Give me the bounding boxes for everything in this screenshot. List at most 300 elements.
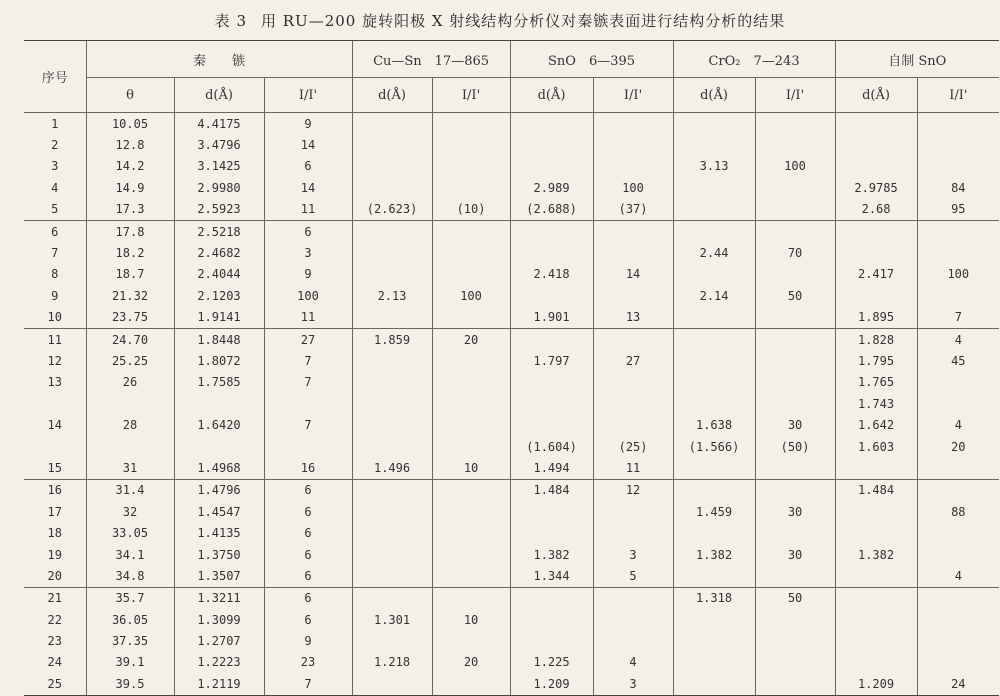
qin-d-cell: 2.4044 [174,264,264,285]
self-ii-cell [917,544,999,565]
sno-d-cell [510,522,593,543]
cusn-ii-cell [432,501,510,522]
table-row [24,522,999,543]
cusn-ii-cell: 10 [432,457,510,479]
self-ii-cell [917,285,999,306]
self-ii-cell: 7 [917,307,999,329]
seq-cell: 16 [24,479,86,501]
header-row-columns [24,78,999,113]
cro2-d-cell: 3.13 [673,156,755,177]
sno-d-cell [510,113,593,135]
self-d-cell [835,522,917,543]
cusn-d-cell [352,242,432,263]
cro2-d-cell [673,609,755,630]
seq-cell: 17 [47,504,62,519]
sno-ii-cell: 13 [593,307,673,329]
seq-cell: 3 [51,159,59,174]
theta-cell: 34.8 [86,565,174,587]
seq-cell: 10 [47,310,62,325]
cusn-d-cell: 1.496 [352,457,432,479]
self-d-cell [835,134,917,155]
self-ii-cell [917,587,999,609]
table-row [24,220,999,242]
self-d-cell: 1.765 [835,372,917,393]
table-row [24,479,999,501]
qin-d-cell: 1.2119 [174,673,264,695]
cro2-d-cell: 1.459 [673,501,755,522]
cro2-ii-cell [755,479,835,501]
cusn-d-cell [352,501,432,522]
seq-cell: 12 [47,353,62,368]
self-ii-cell [917,479,999,501]
cusn-ii-cell [432,544,510,565]
cro2-d-cell [673,177,755,198]
seq-cell: 9 [51,288,59,303]
table-row [24,457,999,479]
cro2-d-cell: (1.566) [673,436,755,457]
sno-d-cell [510,372,593,393]
cro2-ii-cell [755,134,835,155]
theta-cell: 32 [86,501,174,522]
col-sno-ii-header: I/I' [593,78,673,113]
qin-d-cell [174,393,264,414]
seq-cell: 4 [51,180,59,195]
self-ii-cell: 24 [917,673,999,695]
seq-cell: 25 [24,673,86,695]
self-ii-cell [917,630,999,651]
theta-cell: 37.35 [86,630,174,651]
self-ii-cell [917,113,999,135]
seq-cell: 19 [47,547,62,562]
seq-cell [24,436,86,457]
sno-d-cell: 1.797 [510,350,593,371]
cusn-ii-cell [432,673,510,695]
sno-d-cell: 2.989 [510,177,593,198]
qin-ii-cell: 14 [264,177,352,198]
cusn-d-cell [352,630,432,651]
self-d-cell [835,113,917,135]
sno-ii-cell [593,609,673,630]
cusn-ii-cell [432,264,510,285]
theta-cell: 36.05 [86,609,174,630]
qin-ii-cell: 11 [264,199,352,221]
qin-d-cell: 1.8072 [174,350,264,371]
cusn-d-cell [352,436,432,457]
sno-d-cell: 1.494 [510,457,593,479]
sno-ii-cell [593,393,673,414]
qin-ii-cell: 23 [264,652,352,673]
qin-d-cell: 2.4682 [174,242,264,263]
sno-d-cell [510,414,593,435]
self-d-cell [835,457,917,479]
cro2-ii-cell [755,565,835,587]
cusn-ii-cell: (10) [432,199,510,221]
cro2-ii-cell: 50 [755,285,835,306]
sno-ii-cell: 3 [593,673,673,695]
sno-d-cell: (1.604) [510,436,593,457]
sno-d-cell [510,156,593,177]
table-row [24,177,999,198]
cusn-d-cell: 1.218 [352,652,432,673]
cusn-ii-cell [432,522,510,543]
sno-ii-cell [593,113,673,135]
qin-d-cell: 2.5923 [174,199,264,221]
cusn-d-cell: 2.13 [352,285,432,306]
qin-d-cell: 1.2707 [174,630,264,651]
col-group-cro2: CrO₂ 7—243 [673,41,835,78]
cro2-ii-cell [755,328,835,350]
sno-d-cell [510,587,593,609]
self-ii-cell [917,652,999,673]
cusn-d-cell [352,113,432,135]
qin-ii-cell: 9 [264,264,352,285]
cusn-d-cell [352,372,432,393]
cro2-d-cell [673,134,755,155]
self-ii-cell [917,393,999,414]
self-ii-cell [917,156,999,177]
table-title: 用 RU—200 旋转阳极 X 射线结构分析仪对秦镞表面进行结构分析的结果 [260,12,786,30]
seq-cell: 7 [51,246,59,261]
sno-ii-cell: 14 [593,264,673,285]
table-row [24,350,999,371]
self-d-cell: 2.68 [835,199,917,221]
qin-d-cell: 1.3750 [174,544,264,565]
sno-d-cell: 1.901 [510,307,593,329]
seq-cell: 24 [47,655,62,670]
sno-ii-cell [593,587,673,609]
cusn-d-cell [352,393,432,414]
sno-ii-cell: 5 [593,565,673,587]
cusn-ii-cell [432,134,510,155]
seq-cell: 18 [47,526,62,541]
cro2-d-cell [673,457,755,479]
sno-ii-cell: 4 [593,652,673,673]
qin-ii-cell: 6 [264,565,352,587]
theta-cell: 35.7 [86,587,174,609]
qin-ii-cell: 100 [264,285,352,306]
cusn-d-cell [352,134,432,155]
qin-ii-cell: 6 [264,479,352,501]
theta-cell: 33.05 [86,522,174,543]
qin-d-cell: 2.9980 [174,177,264,198]
header-row-groups [24,41,999,78]
cro2-ii-cell [755,264,835,285]
cro2-d-cell [673,522,755,543]
qin-d-cell: 1.3507 [174,565,264,587]
sno-d-cell: 2.418 [510,264,593,285]
self-d-cell: 1.895 [835,307,917,329]
qin-ii-cell [264,436,352,457]
col-self-ii-header: I/I' [917,78,999,113]
cro2-d-cell: 2.44 [673,242,755,263]
cro2-ii-cell [755,220,835,242]
self-d-cell [835,220,917,242]
seq-cell: 13 [47,375,62,390]
sno-d-cell: 1.225 [510,652,593,673]
table-row [24,307,999,329]
self-d-cell [835,156,917,177]
cusn-ii-cell [432,113,510,135]
cusn-d-cell [352,587,432,609]
cro2-d-cell [673,479,755,501]
self-ii-cell: 4 [917,328,999,350]
theta-cell: 17.3 [86,199,174,221]
table-row [24,544,999,565]
cro2-ii-cell: 30 [755,501,835,522]
cusn-ii-cell [432,220,510,242]
self-d-cell: 1.209 [835,673,917,695]
cusn-d-cell [352,479,432,501]
cro2-ii-cell [755,199,835,221]
cro2-ii-cell: (50) [755,436,835,457]
self-ii-cell: 20 [917,436,999,457]
self-ii-cell [917,457,999,479]
cro2-d-cell [673,350,755,371]
sno-d-cell [510,134,593,155]
sno-ii-cell: 100 [593,177,673,198]
cro2-ii-cell: 70 [755,242,835,263]
table-row [24,134,999,155]
sno-ii-cell [593,414,673,435]
cro2-ii-cell [755,372,835,393]
sno-ii-cell: (25) [593,436,673,457]
cusn-ii-cell [432,414,510,435]
self-ii-cell [917,372,999,393]
self-d-cell: 1.642 [835,414,917,435]
theta-cell: 14.9 [86,177,174,198]
cusn-ii-cell: 10 [432,609,510,630]
cro2-d-cell [673,220,755,242]
sno-ii-cell: 11 [593,457,673,479]
table-row [24,436,999,457]
table-row [24,156,999,177]
sno-d-cell: (2.688) [510,199,593,221]
cusn-ii-cell [432,565,510,587]
sno-d-cell: 1.484 [510,479,593,501]
cro2-d-cell: 1.638 [673,414,755,435]
cro2-d-cell [673,328,755,350]
qin-ii-cell: 7 [264,414,352,435]
sno-d-cell [510,220,593,242]
self-ii-cell [917,134,999,155]
sno-d-cell [510,285,593,306]
cro2-ii-cell [755,113,835,135]
theta-cell: 10.05 [86,113,174,135]
table-row [24,414,999,435]
sno-d-cell: 1.344 [510,565,593,587]
self-d-cell: 1.795 [835,350,917,371]
cro2-d-cell: 1.382 [673,544,755,565]
table-row [24,501,999,522]
self-d-cell [835,630,917,651]
theta-cell: 18.2 [86,242,174,263]
qin-ii-cell: 16 [264,457,352,479]
cusn-ii-cell [432,372,510,393]
theta-cell: 28 [86,414,174,435]
theta-cell: 26 [86,372,174,393]
cro2-ii-cell: 30 [755,544,835,565]
theta-cell: 23.75 [86,307,174,329]
theta-cell: 31 [86,457,174,479]
cusn-ii-cell [432,587,510,609]
cusn-d-cell: 1.301 [352,609,432,630]
col-cro2-ii-header: I/I' [755,78,835,113]
sno-d-cell [510,393,593,414]
seq-cell: 15 [47,460,62,475]
self-d-cell: 1.743 [835,393,917,414]
self-d-cell [835,587,917,609]
cusn-d-cell: (2.623) [352,199,432,221]
cusn-ii-cell [432,350,510,371]
cro2-ii-cell [755,457,835,479]
table-row [24,328,999,350]
col-group-qin: 秦 镞 [86,41,352,78]
cusn-d-cell [352,673,432,695]
qin-d-cell: 3.4796 [174,134,264,155]
seq-cell: 21 [24,587,86,609]
sno-ii-cell: (37) [593,199,673,221]
cusn-d-cell [352,544,432,565]
cro2-d-cell [673,565,755,587]
cusn-ii-cell [432,307,510,329]
cusn-ii-cell [432,393,510,414]
col-qin-d-header: d(Å) [174,78,264,113]
self-d-cell: 2.9785 [835,177,917,198]
sno-ii-cell [593,242,673,263]
qin-ii-cell [264,393,352,414]
cro2-d-cell [673,264,755,285]
self-ii-cell [917,220,999,242]
self-d-cell: 1.603 [835,436,917,457]
sno-ii-cell [593,372,673,393]
table-row [24,372,999,393]
sno-ii-cell [593,501,673,522]
seq-cell [24,393,86,414]
self-d-cell [835,242,917,263]
theta-cell: 24.70 [86,328,174,350]
sno-ii-cell: 3 [593,544,673,565]
sno-ii-cell: 27 [593,350,673,371]
col-group-sno: SnO 6—395 [510,41,673,78]
cusn-ii-cell [432,242,510,263]
cro2-ii-cell [755,350,835,371]
cusn-d-cell [352,350,432,371]
table-row [24,673,999,695]
table-row [24,113,999,135]
sno-ii-cell [593,630,673,651]
qin-d-cell: 1.3099 [174,609,264,630]
cro2-ii-cell [755,673,835,695]
self-ii-cell: 45 [917,350,999,371]
col-seq-header: 序号 [24,41,86,113]
qin-ii-cell: 11 [264,307,352,329]
qin-ii-cell: 9 [264,113,352,135]
table-row [24,242,999,263]
table-row [24,393,999,414]
sno-ii-cell [593,156,673,177]
theta-cell: 21.32 [86,285,174,306]
qin-ii-cell: 6 [264,522,352,543]
qin-d-cell: 1.4547 [174,501,264,522]
table-row [24,630,999,651]
seq-cell: 22 [47,612,62,627]
col-cusn-d-header: d(Å) [352,78,432,113]
cusn-ii-cell [432,436,510,457]
self-ii-cell: 4 [917,414,999,435]
theta-cell: 25.25 [86,350,174,371]
theta-cell: 34.1 [86,544,174,565]
cusn-d-cell [352,156,432,177]
self-ii-cell: 100 [917,264,999,285]
seq-cell: 11 [24,328,86,350]
cusn-d-cell: 1.859 [352,328,432,350]
qin-d-cell: 1.2223 [174,652,264,673]
self-d-cell [835,285,917,306]
sno-ii-cell [593,285,673,306]
sno-ii-cell [593,328,673,350]
qin-ii-cell: 6 [264,501,352,522]
sno-d-cell [510,328,593,350]
cro2-d-cell: 2.14 [673,285,755,306]
theta-cell: 39.1 [86,652,174,673]
cro2-ii-cell [755,307,835,329]
self-d-cell: 2.417 [835,264,917,285]
self-ii-cell [917,522,999,543]
cro2-ii-cell: 100 [755,156,835,177]
qin-d-cell: 1.9141 [174,307,264,329]
seq-cell: 5 [51,202,59,217]
sno-ii-cell [593,220,673,242]
sno-d-cell: 1.209 [510,673,593,695]
theta-cell: 31.4 [86,479,174,501]
self-ii-cell: 84 [917,177,999,198]
col-sno-d-header: d(Å) [510,78,593,113]
table-row [24,285,999,306]
qin-ii-cell: 6 [264,609,352,630]
self-d-cell: 1.484 [835,479,917,501]
qin-d-cell [174,436,264,457]
cro2-d-cell [673,307,755,329]
self-ii-cell [917,242,999,263]
cro2-ii-cell [755,652,835,673]
cro2-ii-cell: 30 [755,414,835,435]
sno-ii-cell [593,522,673,543]
cro2-d-cell [673,199,755,221]
seq-cell: 23 [47,634,62,649]
cro2-d-cell [673,673,755,695]
cusn-ii-cell [432,479,510,501]
seq-cell: 8 [51,267,59,282]
cusn-d-cell [352,307,432,329]
sno-d-cell [510,242,593,263]
qin-d-cell: 2.5218 [174,220,264,242]
qin-ii-cell: 6 [264,587,352,609]
qin-d-cell: 2.1203 [174,285,264,306]
table-row [24,565,999,587]
col-self-d-header: d(Å) [835,78,917,113]
cusn-ii-cell [432,156,510,177]
cusn-d-cell [352,264,432,285]
cusn-ii-cell: 100 [432,285,510,306]
cro2-d-cell: 1.318 [673,587,755,609]
col-group-self-sno: 自制 SnO [835,41,999,78]
qin-d-cell: 1.3211 [174,587,264,609]
cro2-ii-cell [755,393,835,414]
sno-d-cell: 1.382 [510,544,593,565]
cusn-d-cell [352,522,432,543]
theta-cell: 12.8 [86,134,174,155]
cusn-d-cell [352,414,432,435]
